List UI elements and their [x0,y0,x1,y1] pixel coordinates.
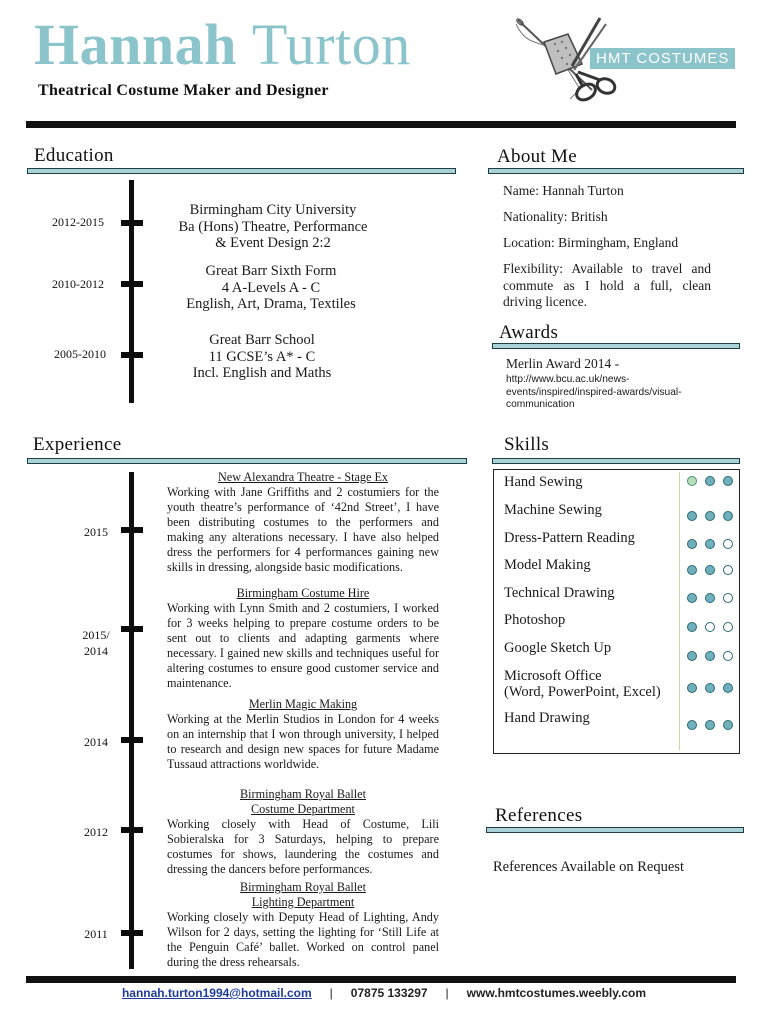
skill-label: Google Sketch Up [504,640,612,656]
skill-dot-filled [687,565,697,575]
experience-year: 2015/ 2014 [82,628,110,658]
footer-rule [26,976,736,983]
experience-title: Birmingham Royal Ballet [240,880,366,894]
skill-dot-filled [687,651,697,661]
experience-entry [167,880,439,970]
timeline-tick [121,527,143,533]
experience-year: 2011 [84,927,108,941]
experience-description: Working at the Merlin Studios in London for 4 weeks on an internship that I won through university, I helped to research and design new spaces for future Madame Tussaud attractions worldwide. [167,712,439,771]
education-years: 2005-2010 [54,347,106,361]
skill-label: Dress-Pattern Reading [504,530,635,546]
qualification: 11 GCSE’s A* - C [208,348,316,365]
experience-title: Birmingham Costume Hire [236,586,370,600]
experience-timeline [129,472,134,969]
skill-dot-empty [723,622,733,632]
experience-title: Merlin Magic Making [248,697,358,711]
references-heading: References [495,805,583,826]
award-name: Merlin Award 2014 - [506,356,620,371]
skill-dot-filled [687,683,697,693]
education-heading: Education [34,145,114,166]
experience-subtitle: Costume Department [251,802,355,816]
timeline-tick [121,930,143,936]
skill-dot-filled [723,720,733,730]
experience-entry [167,470,439,575]
about-location: Location: Birmingham, England [503,235,679,250]
skill-dot-filled [705,651,715,661]
skill-dot-filled [705,539,715,549]
school-name: Great Barr School [209,332,315,348]
about-nationality: Nationality: British [503,209,608,224]
experience-entry [167,697,439,772]
first-name: Hannah [34,12,237,77]
skills-heading: Skills [504,434,550,455]
references-heading-bar [486,827,744,833]
skills-divider [679,472,680,750]
experience-title: New Alexandra Theatre - Stage Ex [218,470,388,484]
education-entry [146,263,396,313]
phone-number: 07875 133297 [350,986,428,1000]
award-link[interactable]: http://www.bcu.ac.uk/news-events/inspired/inspired-awards/visual-communication [506,374,682,410]
qualification: 4 A-Levels A - C [221,279,321,296]
skill-dot-filled [723,511,733,521]
skill-label-detail: (Word, PowerPoint, Excel) [504,684,661,700]
timeline-tick [121,281,143,287]
experience-entry [167,586,439,691]
skill-label: Microsoft Office [504,668,602,684]
about-flexibility: Flexibility: Available to travel and commute as I hold a full, clean driving licence. [503,261,711,309]
school-name: Great Barr Sixth Form [205,263,337,279]
skill-dot-filled [687,476,697,486]
skill-dot-filled [687,622,697,632]
experience-description: Working with Jane Griffiths and 2 costumiers for the youth theatre’s performance of ‘42nd Street’, I have been distributing costumes to the performers and making any alterations necessary. I have also helped dress the performers for 4 performances gaining new skills in dressing, alongside basic modifications. [167,485,439,574]
experience-year: 2014 [84,735,108,749]
website-link[interactable]: www.hmtcostumes.weebly.com [466,986,647,1000]
experience-entry [167,787,439,877]
skill-dot-filled [723,683,733,693]
experience-description: Working closely with Deputy Head of Lighting, Andy Wilson for 2 days, setting the lighting for ‘Still Life at the Penguin Café’ ballet. Worked on control panel during the dress rehearsals. [167,910,439,969]
skill-dot-filled [705,720,715,730]
skill-label: Hand Sewing [504,474,583,490]
references-note: References Available on Request [493,859,684,875]
skill-dot-empty [723,565,733,575]
education-heading-bar [27,168,456,174]
skill-dot-filled [687,539,697,549]
skill-dot-filled [705,476,715,486]
experience-heading-bar [27,458,467,464]
qualification-detail: & Event Design 2:2 [215,235,331,251]
awards-heading-bar [492,343,740,349]
qualification-detail: English, Art, Drama, Textiles [186,296,356,312]
skill-label: Photoshop [504,612,566,628]
timeline-tick [121,737,143,743]
timeline-tick [121,626,143,632]
last-name: Turton [251,12,411,77]
skill-dot-filled [687,511,697,521]
skill-label: Machine Sewing [504,502,602,518]
about-heading: About Me [497,146,577,167]
qualification: Ba (Hons) Theatre, Performance [178,218,368,235]
experience-year: 2012 [84,825,108,839]
skill-dot-filled [705,593,715,603]
skill-dot-filled [687,720,697,730]
timeline-tick [121,220,143,226]
education-timeline [129,180,134,403]
skill-dot-filled [705,511,715,521]
skill-dot-filled [723,476,733,486]
contact-footer [0,986,768,1000]
experience-description: Working with Lynn Smith and 2 costumiers, I worked for 3 weeks helping to prepare costume orders to be sent out to clients and adapting garments where necessary. I gained new skills and techniques useful for altering costumes to ensure good customer service and maintenance. [167,601,439,690]
education-entry [137,332,387,382]
about-name: Name: Hannah Turton [503,183,624,198]
footer-separator: | [445,986,449,1000]
timeline-tick [121,827,143,833]
awards-heading: Awards [499,322,559,343]
experience-description: Working closely with Head of Costume, Lili Sobieralska for 3 Saturdays, helping to prepare costumes for shows, laundering the costumes and dressing the dancers before performances. [167,817,439,876]
education-entry [148,202,398,252]
education-years: 2010-2012 [52,277,104,291]
footer-separator: | [329,986,333,1000]
about-heading-bar [488,168,744,174]
job-subtitle: Theatrical Costume Maker and Designer [38,82,329,99]
skill-dot-filled [705,565,715,575]
experience-subtitle: Lighting Department [251,895,355,909]
skill-dot-filled [687,593,697,603]
applicant-name [34,12,411,77]
skill-dot-empty [723,539,733,549]
experience-heading: Experience [33,434,122,455]
skill-label: Technical Drawing [504,585,615,601]
logo-badge: HMT COSTUMES [590,48,735,69]
qualification-detail: Incl. English and Maths [192,365,332,381]
skill-dot-filled [705,683,715,693]
skill-dot-empty [705,622,715,632]
skill-label: Hand Drawing [504,710,590,726]
school-name: Birmingham City University [189,202,357,218]
experience-year: 2015 [84,525,108,539]
education-years: 2012-2015 [52,215,104,229]
skill-dot-empty [723,651,733,661]
skill-label: Model Making [504,557,591,573]
header-rule [26,121,736,128]
skill-dot-empty [723,593,733,603]
skills-heading-bar [492,458,740,464]
email-link[interactable]: hannah.turton1994@hotmail.com [121,986,312,1000]
experience-title: Birmingham Royal Ballet [240,787,366,801]
